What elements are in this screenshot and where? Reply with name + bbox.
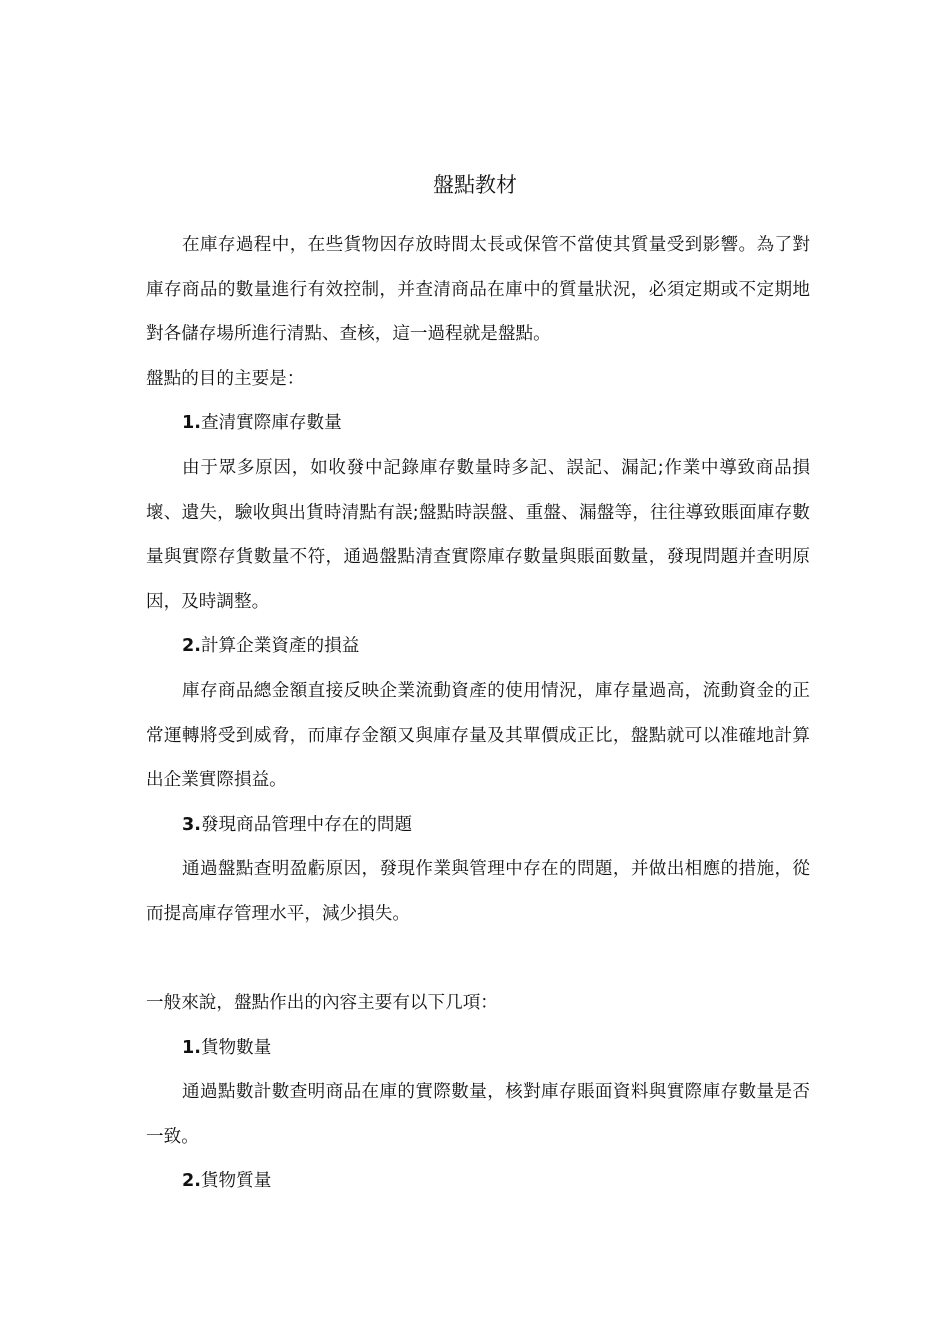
intro-paragraph: 在庫存過程中，在些貨物因存放時間太長或保管不當使其質量受到影響。為了對庫存商品的數量進行有效控制，并查清商品在庫中的質量狀況，必須定期或不定期地對各儲存場所進行清點、查核，這一過程就是盤點。 xyxy=(146,235,810,345)
purpose-heading-2 xyxy=(146,624,810,669)
purpose-paragraph-3: 通過盤點查明盈虧原因，發現作業與管理中存在的問題，并做出相應的措施，從而提高庫存管理水平，減少損失。 xyxy=(146,859,810,924)
purpose-heading-1 xyxy=(146,401,810,446)
content-number-2: 2. xyxy=(182,1171,201,1192)
document-body xyxy=(146,223,810,1204)
content-heading-text-1: 貨物數量 xyxy=(200,1037,272,1058)
document-title: 盤點教材 xyxy=(433,173,517,197)
purpose-heading-text-2: 計算企業資產的損益 xyxy=(200,636,360,657)
content-heading-1 xyxy=(146,1026,810,1071)
purpose-number-2: 2. xyxy=(182,636,201,657)
purpose-lead: 盤點的目的主要是： xyxy=(146,368,305,389)
purpose-number-1: 1. xyxy=(182,413,201,434)
content-heading-2 xyxy=(146,1159,810,1204)
purpose-heading-text-1: 查清實際庫存數量 xyxy=(200,413,342,434)
purpose-number-3: 3. xyxy=(182,814,201,835)
section-spacer xyxy=(146,937,810,982)
content-heading-text-2: 貨物質量 xyxy=(200,1171,272,1192)
purpose-heading-3 xyxy=(146,803,810,848)
content-paragraph-1: 通過點數計數查明商品在庫的實際數量，核對庫存賬面資料與實際庫存數量是否一致。 xyxy=(146,1082,810,1147)
purpose-paragraph-2: 庫存商品總金額直接反映企業流動資產的使用情況，庫存量過高，流動資金的正常運轉將受到威脅，而庫存金額又與庫存量及其單價成正比，盤點就可以准確地計算出企業實際損益。 xyxy=(146,680,810,791)
content-lead: 一般來說，盤點作出的內容主要有以下几項： xyxy=(146,993,498,1014)
content-number-1: 1. xyxy=(182,1037,201,1058)
purpose-heading-text-3: 發現商品管理中存在的問題 xyxy=(200,814,413,835)
purpose-paragraph-1: 由于眾多原因，如收發中記錄庫存數量時多記、誤記、漏記;作業中導致商品損壞、遺失，驗收與出貨時清點有誤;盤點時誤盤、重盤、漏盤等，往往導致賬面庫存數量與實際存貨數量不符，通過盤點清查實際庫存數量與賬面數量，發現問題并查明原因，及時調整。 xyxy=(146,457,810,612)
